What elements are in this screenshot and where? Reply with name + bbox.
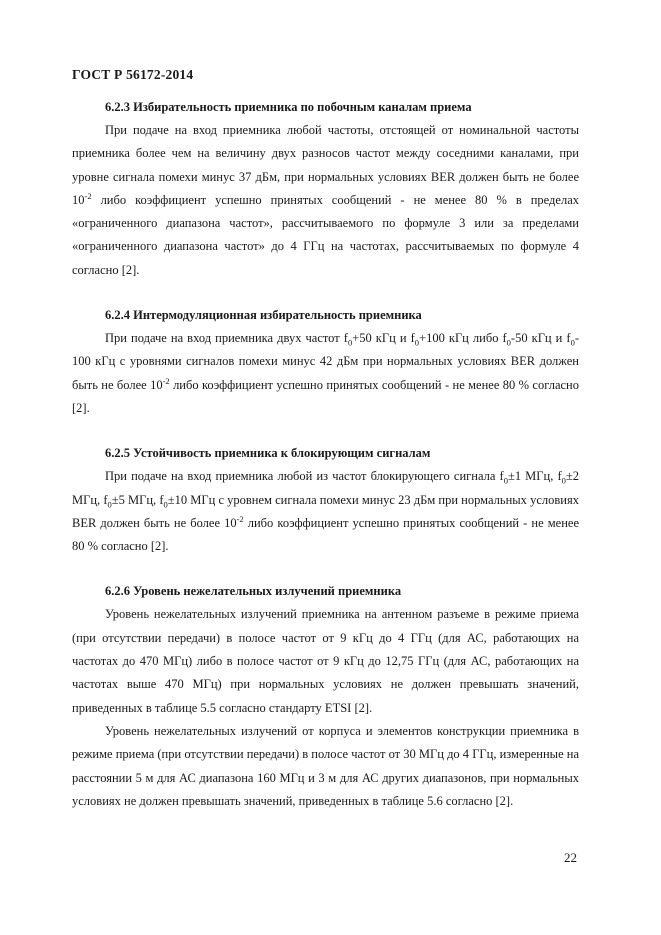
paragraph: При подаче на вход приемника любой из частот блокирующего сигнала $f_0\pm 1$ МГц, $f_0\pm 2$ МГц, $f_0\pm 5$ МГц, $f_0\pm 10$ МГц с уровнем сигнала помехи минус 23 дБм при нормальных условиях BER должен быть не более $10^{-2}$ либо коэффициент успешно принятых сообщений - не менее 80 % согласно [2]. [72, 469, 580, 554]
section-title: 6.2.6 Уровень нежелательных излучений приемника [105, 584, 402, 599]
section-title: 6.2.5 Устойчивость приемника к блокирующим сигналам [105, 446, 431, 461]
section-6-2-3 [72, 96, 579, 282]
standard-header: ГОСТ Р 56172-2014 [72, 67, 194, 82]
paragraph: Уровень нежелательных излучений от корпуса и элементов конструкции приемника в режиме приема (при отсутствии передачи) в полосе частот от 30 МГц до 4 ГГц, измеренные на расстоянии 5 м для АС диапазона 160 МГц и 3 м для АС других диапазонов, при нормальных условиях не должен превышать значений, приведенных в таблице 5.6 согласно [2]. [72, 723, 579, 808]
paragraph: При подаче на вход приемника двух частот $f_0+50$ кГц и $f_0+100$ кГц либо $f_0-50$ кГц и $f_0-100$ кГц с уровнями сигналов помехи минус 42 дБм при нормальных условиях BER должен быть не более $10^{-2}$ либо коэффициент успешно принятых сообщений - не менее 80 % согласно [2]. [72, 331, 580, 415]
section-title: 6.2.3 Избирательность приемника по побочным каналам приема [105, 100, 472, 114]
section-6-2-4 [72, 304, 579, 420]
paragraph: Уровень нежелательных излучений приемника на антенном разъеме в режиме приема (при отсутствии передачи) в полосе частот от 9 кГц до 4 ГГц (для АС, работающих на частотах до 470 МГц) либо в полосе частот от 9 кГц до 12,75 ГГц (для АС, работающих на частотах выше 470 МГц) при нормальных условиях не должен превышать значений, приведенных в таблице 5.5 согласно стандарту ETSI [2]. [72, 607, 579, 715]
section-6-2-6 [72, 580, 579, 813]
page-number: 22 [564, 850, 577, 865]
section-6-2-5 [72, 442, 579, 558]
page-content [72, 96, 579, 813]
paragraph: При подаче на вход приемника любой частоты, отстоящей от номинальной частоты приемника более чем на величину двух разносов частот между соседними каналами, при уровне сигнала помехи минус 37 дБм, при нормальных условиях BER должен быть не более $10^{-2}$ либо коэффициент успешно принятых сообщений - не менее 80 % в пределах «ограниченного диапазона частот», рассчитываемого по формуле 3 или за пределами «ограниченного диапазона частот» до 4 ГГц на частотах, рассчитываемых по формуле 4 согласно [2]. [72, 123, 579, 277]
section-title: 6.2.4 Интермодуляционная избирательность приемника [105, 308, 422, 323]
